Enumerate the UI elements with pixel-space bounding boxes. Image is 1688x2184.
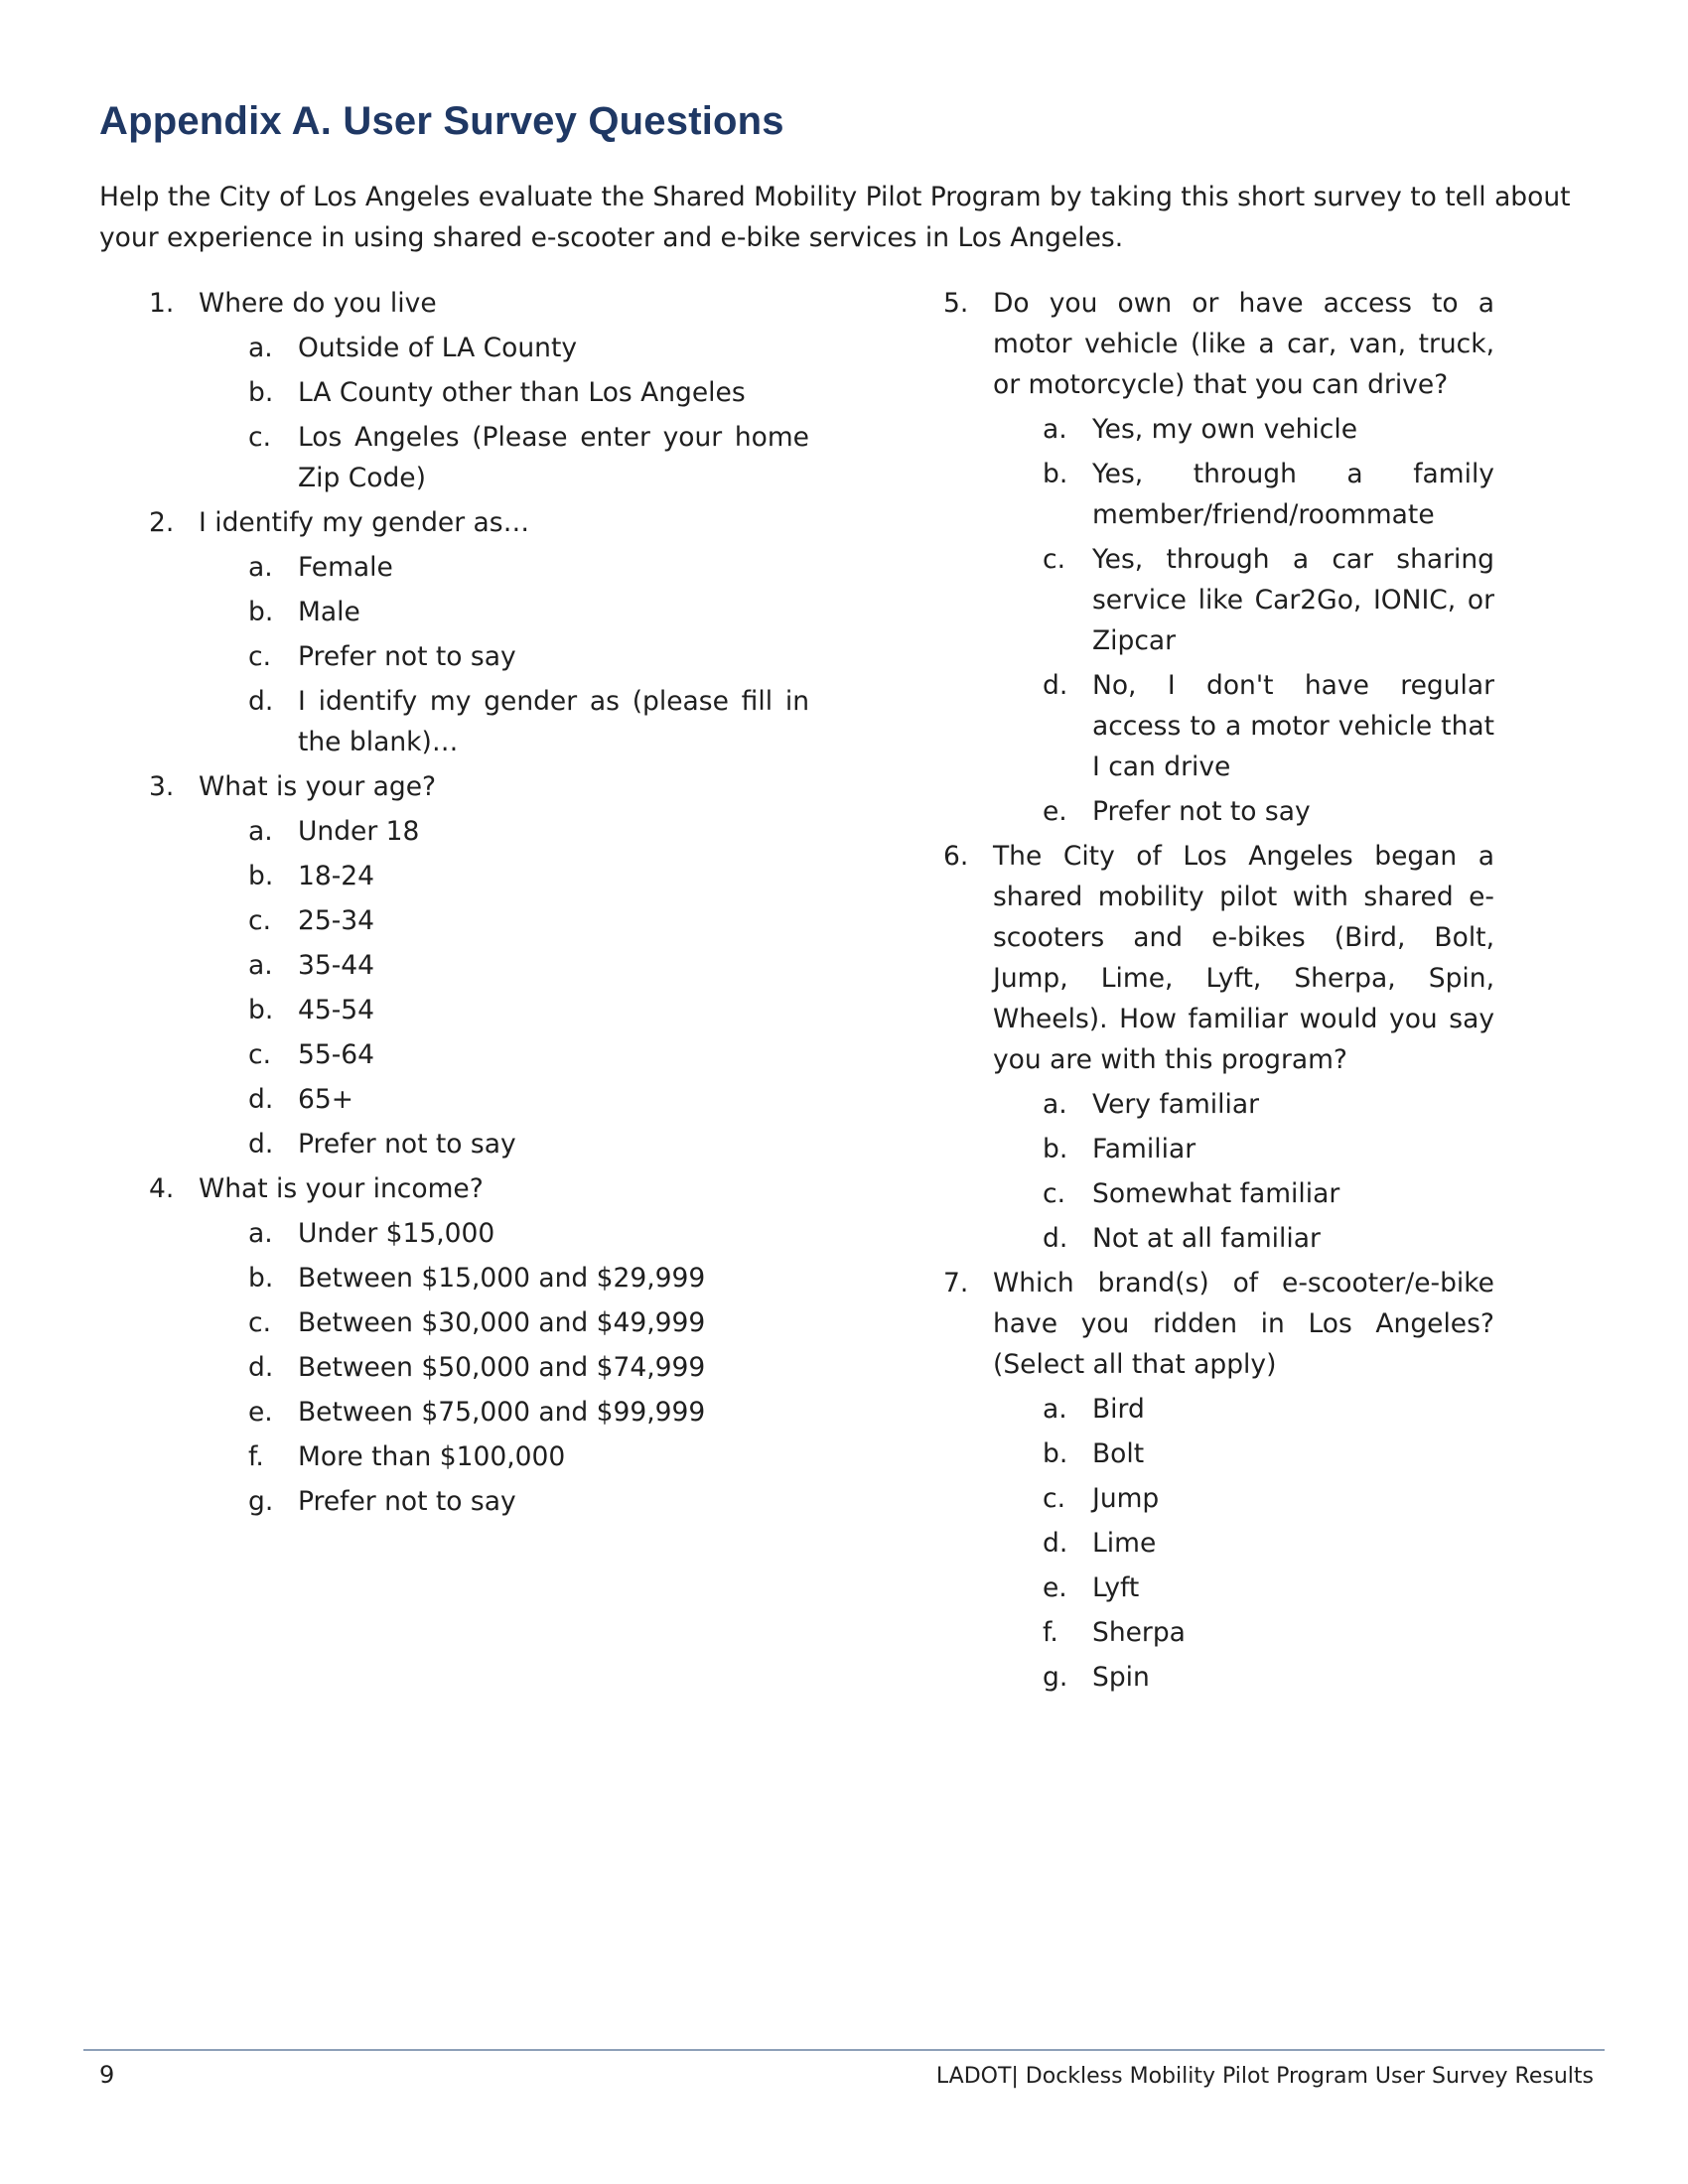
option-letter: g. — [248, 1486, 274, 1517]
option-letter: d. — [1043, 1528, 1068, 1559]
left-column — [149, 283, 809, 1522]
option-text: Jump — [1092, 1483, 1160, 1514]
option-text: Sherpa — [1092, 1617, 1186, 1648]
option-text: Between $30,000 and $49,999 — [298, 1307, 706, 1338]
option-text: 45-54 — [298, 995, 375, 1025]
question-number: 6. — [943, 841, 969, 872]
option-letter: a. — [248, 950, 273, 981]
question-number: 7. — [943, 1268, 969, 1298]
option-text: Spin — [1092, 1662, 1150, 1693]
option-letter: d. — [1043, 1223, 1068, 1254]
question-1 — [149, 283, 809, 498]
option-letter: d. — [248, 1129, 274, 1160]
question-text: Do you own or have access to a motor vehicle (like a car, van, truck, or motorcycle) that you can drive? — [993, 288, 1494, 400]
option-letter: a. — [248, 333, 273, 363]
option-text: Not at all familiar — [1092, 1223, 1321, 1254]
option-letter: d. — [248, 1084, 274, 1115]
option-text: LA County other than Los Angeles — [298, 377, 746, 408]
question-number: 5. — [943, 288, 969, 319]
option-text: No, I don't have regular access to a motor vehicle that I can drive — [1092, 670, 1494, 782]
option-text: Prefer not to say — [298, 641, 516, 672]
question-5 — [943, 283, 1494, 832]
option-letter: c. — [1043, 1178, 1065, 1209]
option-letter: b. — [248, 1263, 274, 1294]
intro-paragraph: Help the City of Los Angeles evaluate the Shared Mobility Pilot Program by taking this short survey to tell about your experience in using shared e-scooter and e-bike services in Los Angeles. — [99, 182, 1571, 253]
question-number: 2. — [149, 507, 175, 538]
option-text: Bird — [1092, 1394, 1145, 1425]
option-text: Yes, through a family member/friend/roommate — [1092, 459, 1494, 530]
question-3 — [149, 766, 809, 1164]
footer-document-title: LADOT| Dockless Mobility Pilot Program User Survey Results — [935, 2064, 1594, 2089]
option-letter: c. — [1043, 1483, 1065, 1514]
option-text: More than $100,000 — [298, 1441, 566, 1472]
option-letter: c. — [248, 1307, 271, 1338]
option-letter: d. — [248, 1352, 274, 1383]
option-letter: b. — [1043, 1134, 1068, 1164]
question-text: The City of Los Angeles began a shared mobility pilot with shared e-scooters and e-bikes (Bird, Bolt, Jump, Lime, Lyft, Sherpa, Spin, Wheels). How familiar would you say you are with this program? — [993, 841, 1494, 1075]
question-6 — [943, 836, 1494, 1259]
option-text: 65+ — [298, 1084, 353, 1115]
option-text: Bolt — [1092, 1438, 1145, 1469]
option-text: Familiar — [1092, 1134, 1196, 1164]
option-letter: d. — [1043, 670, 1068, 701]
option-letter: a. — [1043, 1394, 1067, 1425]
option-letter: a. — [248, 552, 273, 583]
option-letter: b. — [1043, 1438, 1068, 1469]
option-letter: f. — [248, 1441, 264, 1472]
option-text: Prefer not to say — [298, 1486, 516, 1517]
option-letter: b. — [248, 597, 274, 627]
option-text: Outside of LA County — [298, 333, 578, 363]
footer-divider — [83, 2049, 1605, 2051]
option-letter: a. — [1043, 414, 1067, 445]
option-text: 55-64 — [298, 1039, 375, 1070]
option-letter: e. — [248, 1397, 273, 1428]
question-text: What is your income? — [199, 1173, 484, 1204]
option-text: Between $50,000 and $74,999 — [298, 1352, 706, 1383]
question-text: Which brand(s) of e-scooter/e-bike have you ridden in Los Angeles? (Select all that apply) — [993, 1268, 1494, 1380]
option-text: Somewhat familiar — [1092, 1178, 1340, 1209]
option-letter: e. — [1043, 1572, 1067, 1603]
option-text: Lime — [1092, 1528, 1157, 1559]
option-text: Under 18 — [298, 816, 420, 847]
option-letter: b. — [1043, 459, 1068, 489]
option-letter: a. — [248, 816, 273, 847]
page-number: 9 — [99, 2061, 115, 2089]
option-letter: a. — [248, 1218, 273, 1249]
option-letter: b. — [248, 861, 274, 891]
option-letter: d. — [248, 686, 274, 717]
option-text: Female — [298, 552, 393, 583]
option-letter: c. — [248, 1039, 271, 1070]
option-letter: f. — [1043, 1617, 1058, 1648]
question-2 — [149, 502, 809, 762]
question-number: 3. — [149, 771, 175, 802]
option-letter: a. — [1043, 1089, 1067, 1120]
option-text: Yes, my own vehicle — [1092, 414, 1358, 445]
question-text: Where do you live — [199, 288, 437, 319]
question-7 — [943, 1263, 1494, 1698]
option-letter: c. — [248, 641, 271, 672]
question-text: I identify my gender as… — [199, 507, 530, 538]
option-letter: c. — [248, 422, 271, 453]
option-text: Very familiar — [1092, 1089, 1259, 1120]
option-text: 25-34 — [298, 905, 375, 936]
option-text: Between $15,000 and $29,999 — [298, 1263, 706, 1294]
option-text: Lyft — [1092, 1572, 1140, 1603]
question-4 — [149, 1168, 809, 1522]
option-letter: c. — [1043, 544, 1065, 575]
option-text: Prefer not to say — [1092, 796, 1311, 827]
option-text: Los Angeles (Please enter your home Zip Code) — [298, 422, 809, 493]
option-letter: b. — [248, 377, 274, 408]
option-letter: e. — [1043, 796, 1067, 827]
right-column — [943, 283, 1494, 1698]
option-letter: b. — [248, 995, 274, 1025]
question-text: What is your age? — [199, 771, 437, 802]
option-text: 35-44 — [298, 950, 375, 981]
question-number: 1. — [149, 288, 175, 319]
option-text: 18-24 — [298, 861, 375, 891]
option-text: Prefer not to say — [298, 1129, 516, 1160]
option-letter: g. — [1043, 1662, 1068, 1693]
option-text: Between $75,000 and $99,999 — [298, 1397, 706, 1428]
option-text: Under $15,000 — [298, 1218, 495, 1249]
option-text: Male — [298, 597, 360, 627]
option-text: I identify my gender as (please fill in the blank)… — [298, 686, 809, 757]
option-text: Yes, through a car sharing service like Car2Go, IONIC, or Zipcar — [1092, 544, 1494, 656]
option-letter: c. — [248, 905, 271, 936]
question-number: 4. — [149, 1173, 175, 1204]
page-title: Appendix A. User Survey Questions — [99, 99, 784, 143]
